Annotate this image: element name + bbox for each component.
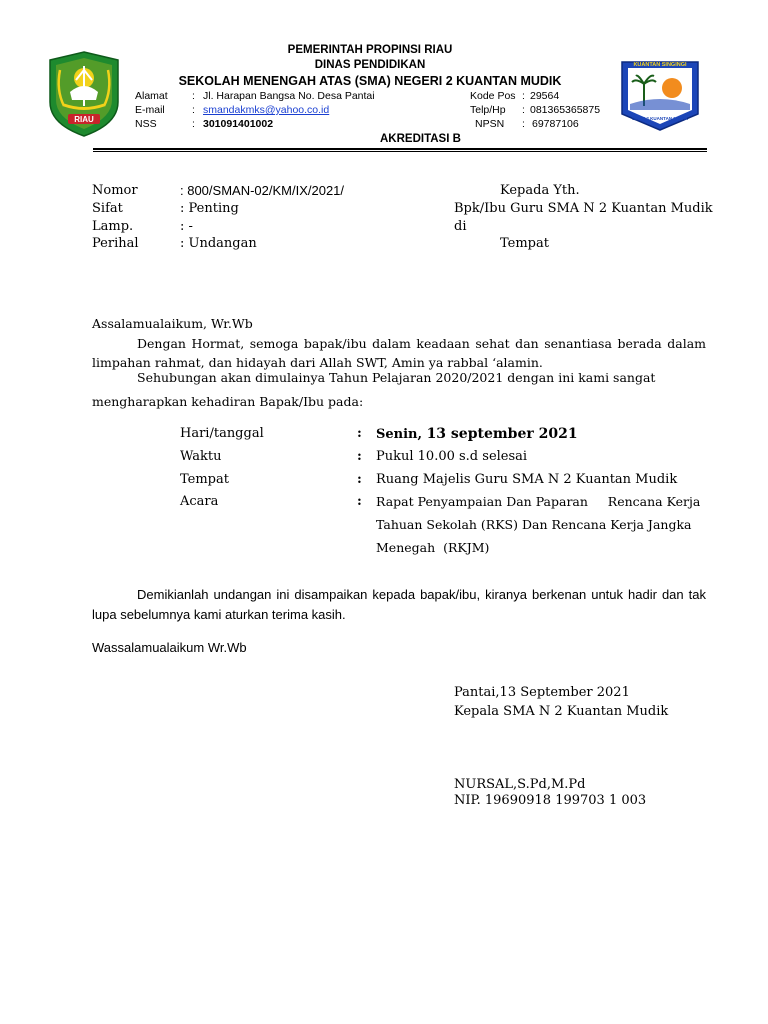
riau-emblem-label: RIAU bbox=[74, 115, 94, 124]
nss-label: NSS bbox=[135, 118, 157, 130]
nss-colon: : bbox=[192, 118, 195, 130]
telp-label: Telp/Hp bbox=[470, 104, 506, 116]
di: di bbox=[454, 219, 467, 234]
waktu-label: Waktu bbox=[180, 449, 222, 464]
kodepos-label: Kode Pos bbox=[470, 90, 516, 102]
paragraph-opening: Dengan Hormat, semoga bapak/ibu dalam keadaan sehat dan senantiasa berada dalam limpahan rahmat, dan hidayah dari Allah SWT, Amin ya rabbal ‘alamin. bbox=[92, 336, 706, 370]
tempat-tujuan: Tempat bbox=[500, 236, 549, 251]
telp-colon: : bbox=[522, 104, 525, 116]
acara-colon: : bbox=[357, 494, 362, 509]
acara-label: Acara bbox=[180, 494, 219, 509]
header-government: PEMERINTAH PROPINSI RIAU bbox=[287, 44, 453, 56]
waktu-value: Pukul 10.00 s.d selesai bbox=[376, 449, 528, 464]
greeting: Assalamualaikum, Wr.Wb bbox=[92, 316, 253, 331]
paragraph-purpose-line1: Sehubungan akan dimulainya Tahun Pelajaran 2020/2021 dengan ini kami sangat bbox=[137, 370, 656, 385]
place-date: Pantai,13 September 2021 bbox=[454, 685, 630, 700]
kodepos-value: 29564 bbox=[530, 90, 560, 102]
header-divider bbox=[93, 148, 707, 152]
nomor-label: Nomor bbox=[92, 183, 138, 198]
hari-colon: : bbox=[357, 426, 362, 441]
alamat-label: Alamat bbox=[135, 90, 168, 102]
tempat-label: Tempat bbox=[180, 472, 229, 487]
tempat-colon: : bbox=[357, 472, 362, 487]
perihal-label: Perihal bbox=[92, 236, 139, 251]
nss-value: 301091401002 bbox=[203, 118, 274, 130]
hari-label: Hari/tanggal bbox=[180, 426, 264, 441]
paragraph-closing: Demikianlah undangan ini disampaikan kepada bapak/ibu, kiranya berkenan untuk hadir dan tak lupa sebelumnya kami aturkan terima kasih. bbox=[92, 587, 706, 622]
npsn-value: 69787106 bbox=[532, 118, 579, 130]
paragraph-purpose-line2: mengharapkan kehadiran Bapak/Ibu pada: bbox=[92, 394, 364, 409]
signer-nip: NIP. 19690918 199703 1 003 bbox=[454, 793, 647, 808]
lamp-value: : - bbox=[180, 219, 193, 234]
wassalam: Wassalamualaikum Wr.Wb bbox=[92, 640, 247, 655]
email-colon: : bbox=[192, 104, 195, 116]
acara-line2: Tahuan Sekolah (RKS) Dan Rencana Kerja Jangka bbox=[376, 517, 692, 532]
nomor-value: : 800/SMAN-02/KM/IX/2021/ bbox=[180, 183, 345, 198]
hari-value bbox=[376, 426, 578, 442]
recipient: Bpk/Ibu Guru SMA N 2 Kuantan Mudik bbox=[454, 201, 713, 216]
kuansing-logo-icon bbox=[614, 54, 706, 134]
hari-day: Senin, bbox=[376, 427, 427, 442]
kepada-yth: Kepada Yth. bbox=[500, 183, 580, 198]
waktu-colon: : bbox=[357, 449, 362, 464]
kuansing-logo-top-text: KUANTAN SINGINGI bbox=[633, 62, 687, 68]
kuansing-logo-bottom-text: SMAN 2 KUANTAN MUDIK bbox=[631, 116, 689, 121]
npsn-label: NPSN bbox=[475, 118, 505, 130]
kodepos-colon: : bbox=[522, 90, 525, 102]
hari-date: 13 september 2021 bbox=[426, 426, 578, 442]
npsn-colon: : bbox=[522, 118, 525, 130]
lamp-label: Lamp. bbox=[92, 219, 134, 234]
header-school-name: SEKOLAH MENENGAH ATAS (SMA) NEGERI 2 KUANTAN MUDIK bbox=[178, 74, 562, 88]
signer-position: Kepala SMA N 2 Kuantan Mudik bbox=[454, 704, 669, 719]
perihal-value: : Undangan bbox=[180, 236, 257, 251]
email-link[interactable]: smandakmks@yahoo.co.id bbox=[203, 104, 330, 116]
email-label: E-mail bbox=[135, 104, 165, 116]
header-department: DINAS PENDIDIKAN bbox=[314, 59, 426, 71]
acara-line1: Rapat Penyampaian Dan Paparan Rencana Kerja bbox=[376, 494, 701, 509]
signer-name: NURSAL,S.Pd,M.Pd bbox=[454, 777, 586, 792]
alamat-colon: : bbox=[192, 90, 195, 102]
sifat-label: Sifat bbox=[92, 201, 123, 216]
alamat-value: Jl. Harapan Bangsa No. Desa Pantai bbox=[203, 90, 375, 102]
akreditasi: AKREDITASI B bbox=[380, 133, 461, 145]
telp-value: 081365365875 bbox=[530, 104, 601, 116]
tempat-value: Ruang Majelis Guru SMA N 2 Kuantan Mudik bbox=[376, 472, 678, 487]
acara-line3: Menegah (RKJM) bbox=[376, 540, 490, 555]
sifat-value: : Penting bbox=[180, 201, 239, 216]
riau-emblem-icon bbox=[46, 50, 122, 138]
